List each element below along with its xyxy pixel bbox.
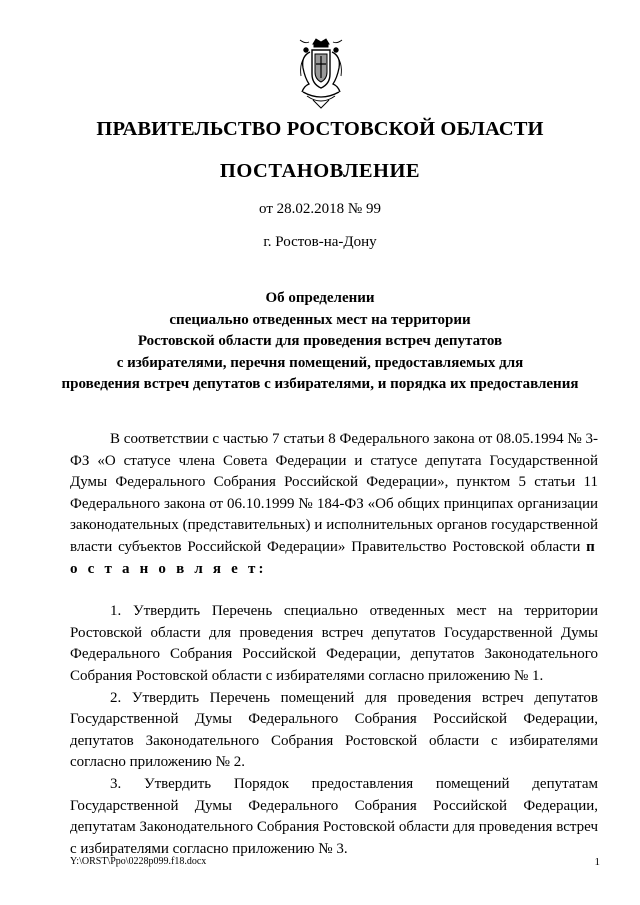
preamble-text: В соответствии с частью 7 статьи 8 Федерального закона от 08.05.1994 № 3-ФЗ «О статусе члена Совета Федерации и статусе депутата Государственной Думы Федерального Собрания Российской Федерации», пунктом 5 статьи 11 Федерального закона от 06.10.1999 № 184-ФЗ «Об общих принципах организации законодательных (представительных) и исполнительных органов государственной власти субъектов Российской Федерации» Правительство Ростовской области: [70, 431, 598, 555]
subject-line: Об определении: [265, 290, 375, 306]
coat-of-arms-emblem: [295, 36, 347, 110]
subject-line: с избирателями, перечня помещений, предоставляемых для: [116, 354, 524, 371]
government-title: ПРАВИТЕЛЬСТВО РОСТОВСКОЙ ОБЛАСТИ: [96, 118, 544, 140]
preamble-paragraph: [70, 429, 598, 580]
document-body: [70, 429, 598, 860]
resolution-item: 3. Утвердить Порядок предоставления помещений депутатам Государственной Думы Федерального Собрания Российской Федерации, депутатам Законодательного Собрания Ростовской области для проведения встреч с избирателями согласно приложению № 3.: [70, 775, 598, 857]
document-type: ПОСТАНОВЛЕНИЕ: [219, 160, 421, 182]
page-number: 1: [594, 856, 600, 868]
document-city: г. Ростов-на-Дону: [263, 234, 377, 250]
subject-line: Ростовской области для проведения встреч депутатов: [137, 333, 503, 349]
document-date-number: от 28.02.2018 № 99: [259, 201, 381, 217]
subject-line: проведения встреч депутатов с избирателями, и порядка их предоставления: [61, 376, 579, 392]
subject-line: специально отведенных мест на территории: [169, 311, 471, 328]
resolution-item: 1. Утвердить Перечень специально отведенных мест на территории Ростовской области для проведения встреч депутатов Государственной Думы Федерального Собрания Российской Федерации, депутатов Законодательного Собрания Ростовской области с избирателями согласно приложению № 1.: [70, 603, 598, 684]
resolution-item: 2. Утвердить Перечень помещений для проведения встреч депутатов Государственной Думы Федерального Собрания Российской Федерации, депутатов Законодательного Собрания Ростовской области с избирателями согласно приложению № 2.: [70, 689, 598, 771]
paragraph-spacer: [70, 580, 598, 601]
resolves-word: п о с т а н о в л я е т:: [70, 538, 598, 577]
footer-file-path: Y:\ORST\Ppo\0228p099.f18.docx: [70, 856, 207, 867]
document-subject: [40, 288, 600, 396]
